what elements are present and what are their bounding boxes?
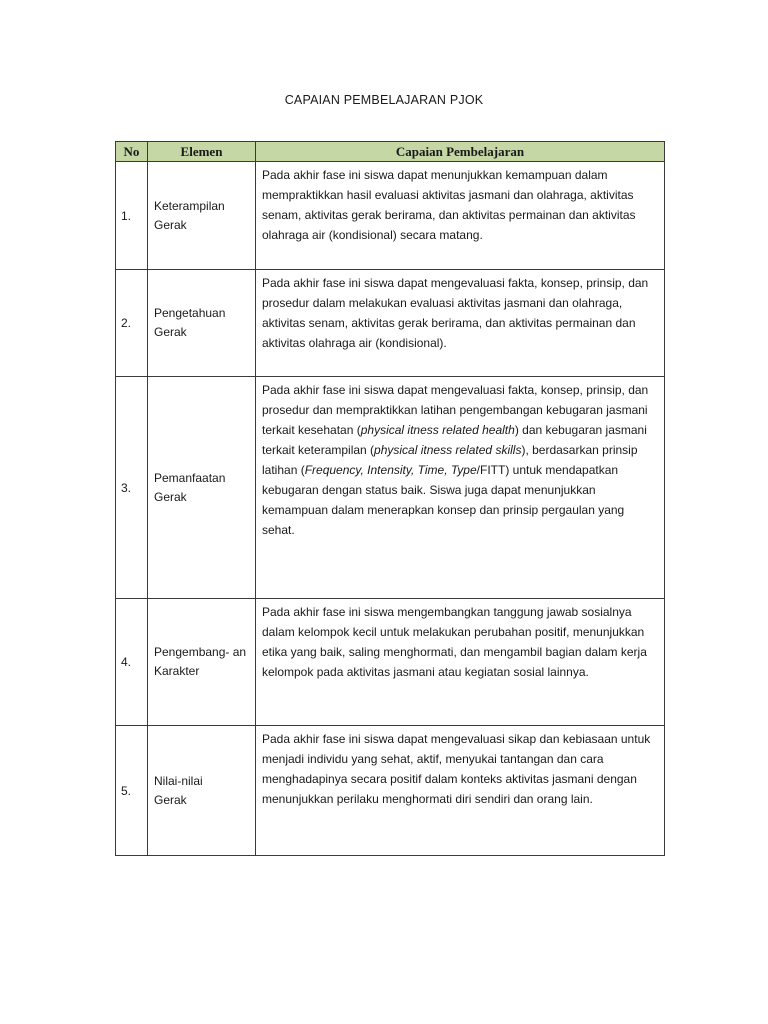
row-elemen (148, 270, 256, 377)
table-row (116, 377, 665, 599)
row-capaian (256, 162, 665, 270)
row-number: 5. (116, 726, 148, 856)
capaian-text: Pada akhir fase ini siswa dapat menunjukkan kemampuan dalam mempraktikkan hasil evaluasi aktivitas jasmani dan olahraga, aktivitas senam, aktivitas gerak berirama, dan aktivitas permainan dan aktivitas olahraga air (kondisional) secara matang. (262, 168, 636, 242)
elemen-line: Karakter (154, 664, 200, 678)
cp-table (115, 141, 665, 856)
capaian-italic: Frequency, Intensity, Time, Type (304, 463, 477, 477)
row-number: 1. (116, 162, 148, 270)
row-capaian (256, 377, 665, 599)
capaian-text: Pada akhir fase ini siswa dapat mengevaluasi sikap dan kebiasaan untuk menjadi individu yang sehat, aktif, menyukai tantangan dan cara menghadapinya secara positif dalam konteks aktivitas jasmani dengan menunjukkan perilaku menghormati diri sendiri dan orang lain. (262, 732, 651, 806)
elemen-line: Gerak (154, 489, 187, 504)
row-elemen (148, 162, 256, 270)
table-row (116, 599, 665, 726)
capaian-segment: ) dan kebugaran jasmani terkait keterampilan ( (262, 423, 647, 457)
capaian-italic: physical itness related health (360, 423, 515, 437)
capaian-text: Pada akhir fase ini siswa mengembangkan tanggung jawab sosialnya dalam kelompok kecil untuk melakukan perubahan positif, menunjukkan etika yang baik, saling menghormati, dan mengambil bagian dalam kerja kelompok pada aktivitas jasmani atau kegiatan sosial lainnya. (262, 605, 647, 679)
table-row (116, 270, 665, 377)
row-elemen (148, 726, 256, 856)
table-row (116, 162, 665, 270)
elemen-line: Gerak (154, 217, 187, 232)
capaian-segment: ), berdasarkan prinsip latihan ( (262, 443, 638, 477)
header-elemen: Elemen (148, 142, 256, 162)
row-elemen (148, 377, 256, 599)
elemen-line: Gerak (154, 792, 187, 807)
capaian-text (262, 380, 658, 480)
capaian-text: kebugaran dengan status baik. Siswa juga dapat menunjukkan kemampuan dalam menerapkan konsep dan prinsip pergaulan yang sehat. (262, 483, 625, 537)
row-capaian (256, 270, 665, 377)
elemen-line: Gerak (154, 325, 187, 339)
elemen-line: Pengetahuan (154, 306, 226, 320)
document-title: CAPAIAN PEMBELAJARAN PJOK (284, 93, 484, 107)
capaian-text: Pada akhir fase ini siswa dapat mengevaluasi fakta, konsep, prinsip, dan prosedur dalam melakukan evaluasi aktivitas jasmani dan olahraga, aktivitas senam, aktivitas gerak berirama, dan aktivitas permainan dan aktivitas olahraga air (kondisional). (262, 276, 649, 350)
elemen-line: Pengembang- an (154, 645, 247, 659)
capaian-segment: /FITT) untuk mendapatkan (476, 463, 619, 477)
elemen-line: Keterampilan (154, 198, 225, 213)
row-capaian (256, 726, 665, 856)
row-capaian (256, 599, 665, 726)
row-number: 2. (116, 270, 148, 377)
capaian-segment: Pada akhir fase ini siswa dapat mengevaluasi fakta, konsep, prinsip, dan prosedur dan mempraktikkan latihan pengembangan kebugaran jasmani terkait kesehatan ( (262, 383, 649, 437)
row-elemen (148, 599, 256, 726)
table-row (116, 726, 665, 856)
row-number: 4. (116, 599, 148, 726)
header-no: No (116, 142, 148, 162)
row-number: 3. (116, 377, 148, 599)
elemen-line: Nilai-nilai (154, 773, 203, 788)
elemen-line: Pemanfaatan (154, 470, 226, 485)
capaian-italic: physical itness related skills (374, 443, 522, 457)
table-header-row (116, 142, 665, 162)
header-capaian: Capaian Pembelajaran (256, 142, 665, 162)
